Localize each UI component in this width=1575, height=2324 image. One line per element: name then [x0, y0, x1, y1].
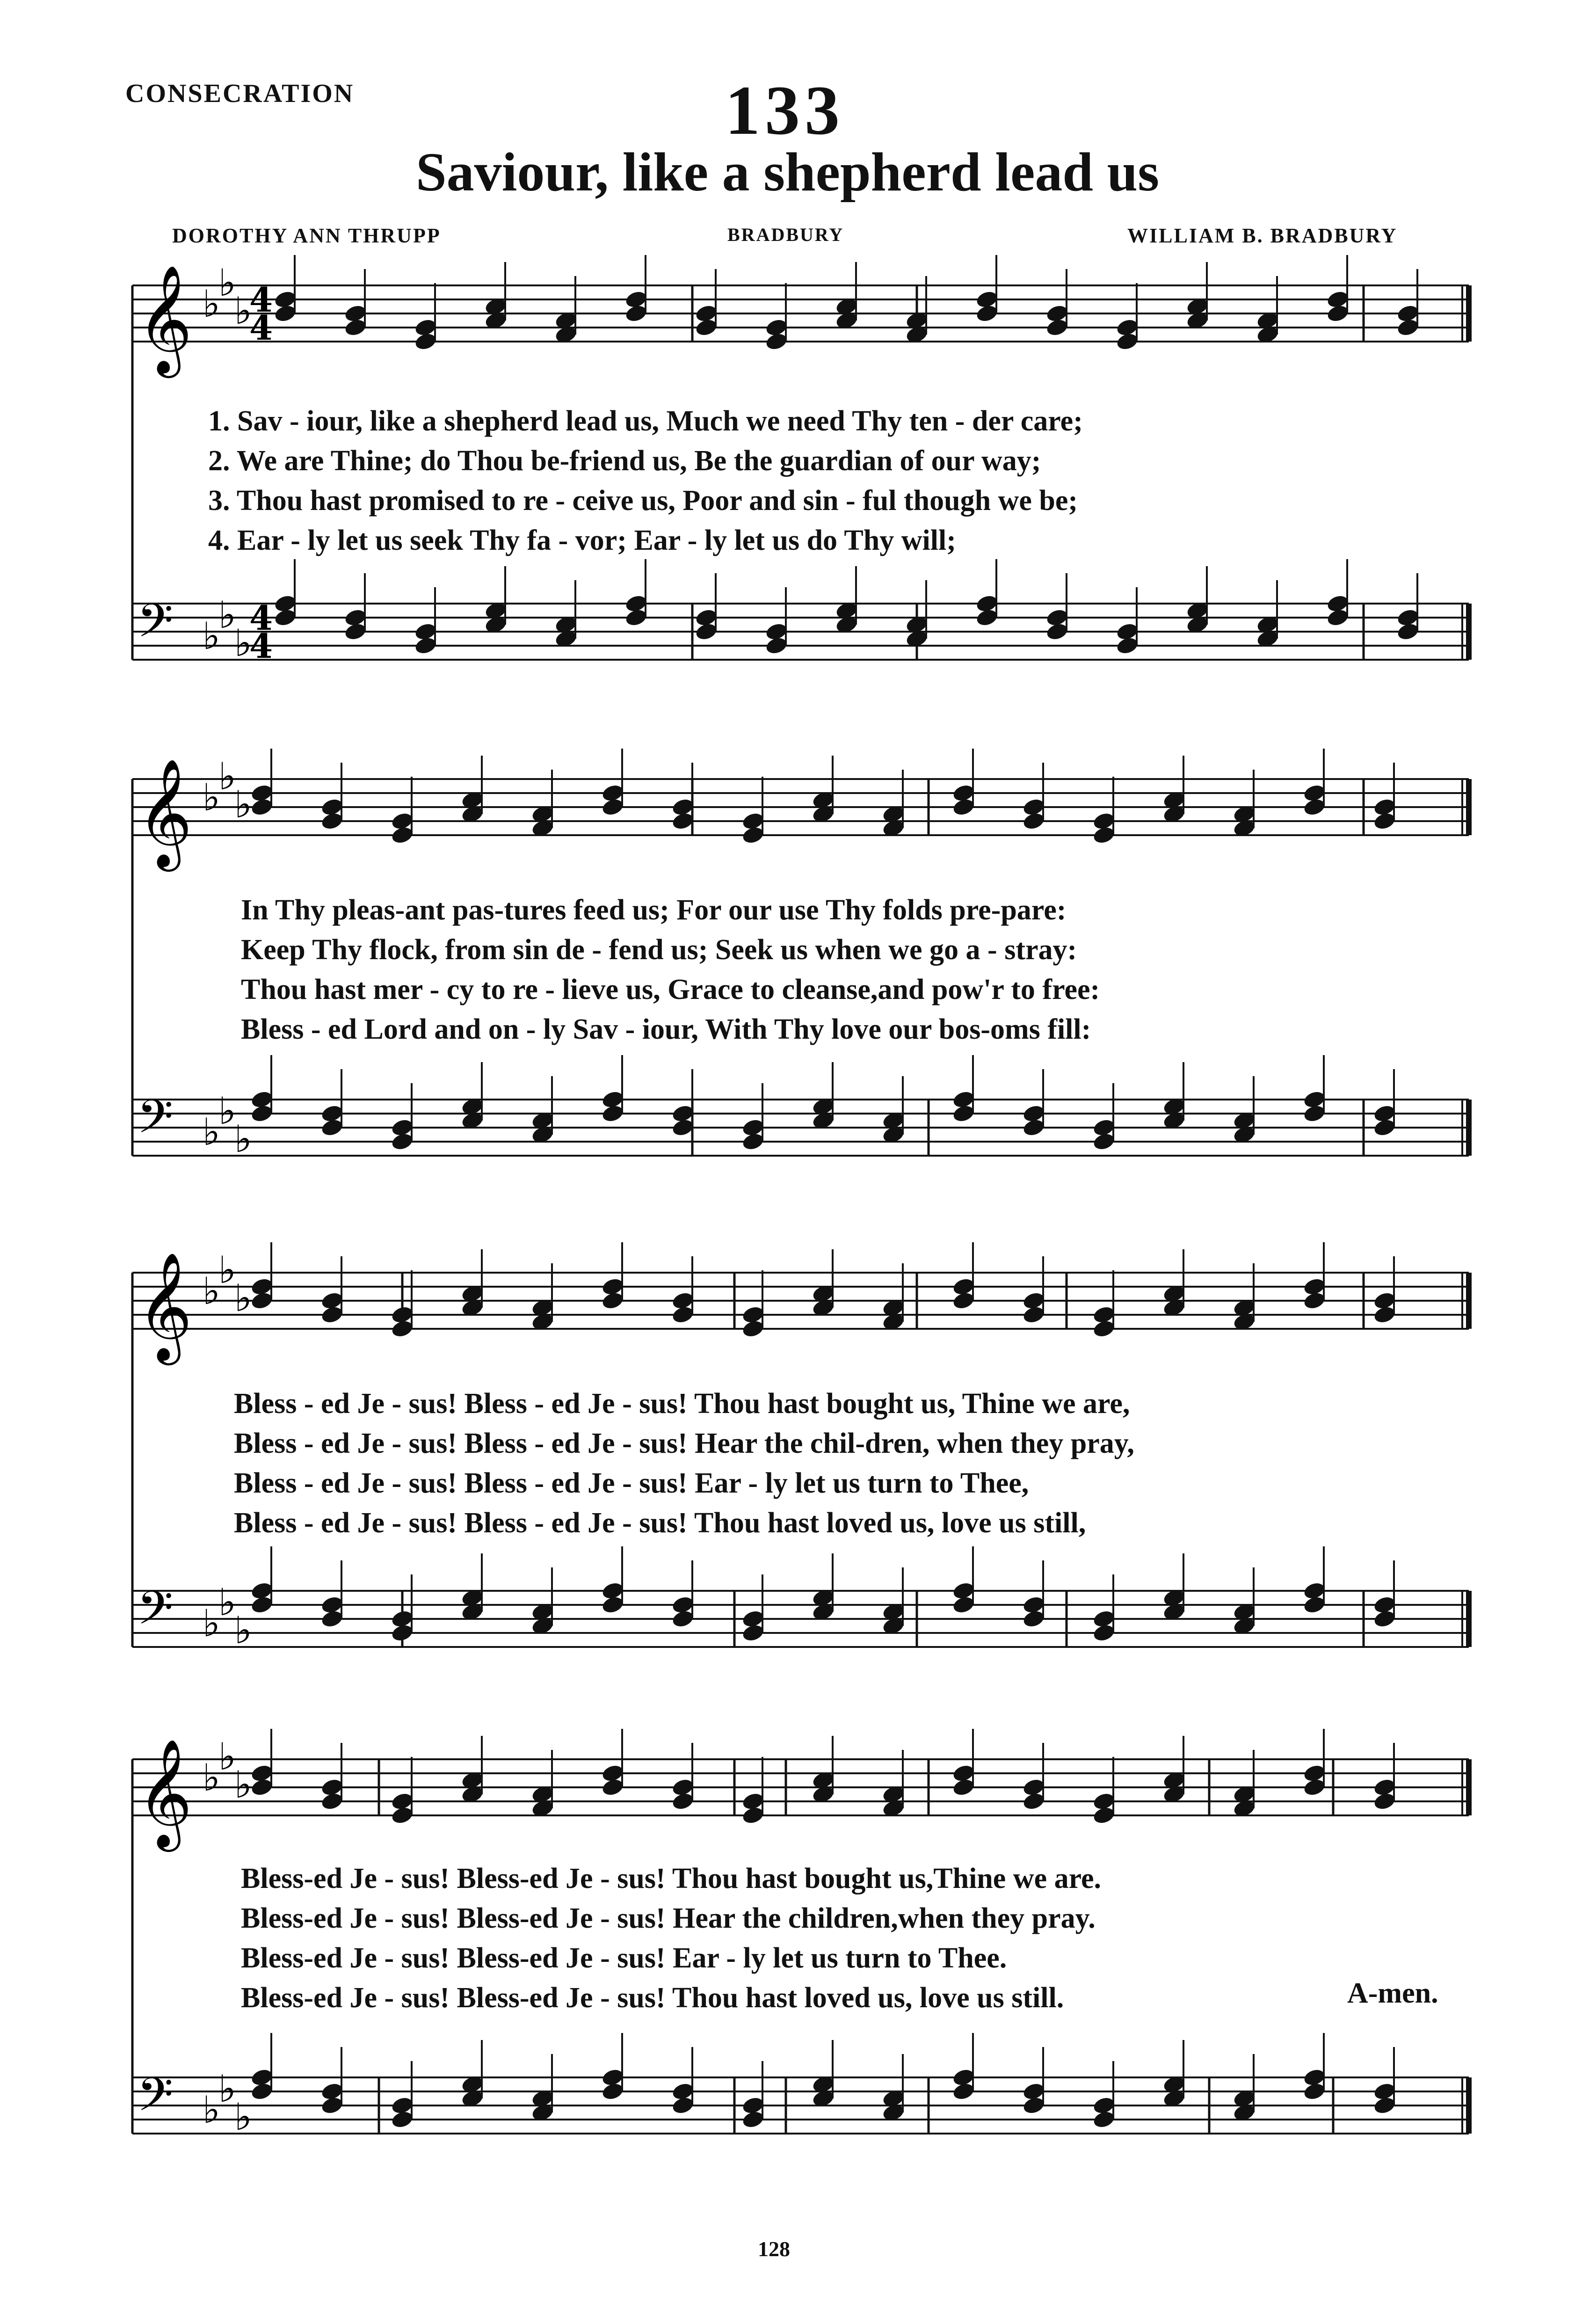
flat-icon: ♭: [203, 1756, 220, 1799]
treble-notes: [250, 749, 1397, 845]
category-heading: CONSECRATION: [125, 79, 355, 108]
time-signature: 4: [249, 626, 273, 666]
tune-name: BRADBURY: [727, 224, 844, 245]
bass-notes: [250, 1546, 1397, 1643]
flat-icon: ♭: [218, 2067, 236, 2111]
bass-clef-icon: 𝄢: [137, 594, 174, 659]
music-system-3: [0, 1217, 1575, 1712]
lyric-line: Bless-ed Je - sus! Bless-ed Je - sus! Thou hast bought us,Thine we are.: [241, 1863, 1102, 1894]
lyric-line: 3. Thou hast promised to re - ceive us, Poor and sin - ful though we be;: [208, 485, 1078, 517]
lyric-line: Bless - ed Je - sus! Bless - ed Je - sus! Thou hast bought us, Thine we are,: [234, 1388, 1130, 1420]
lyric-line: Bless - ed Lord and on - ly Sav - iour, With Thy love our bos-oms fill:: [241, 1013, 1091, 1045]
lyric-line: 2. We are Thine; do Thou be-friend us, Be the guardian of our way;: [208, 445, 1041, 477]
flat-icon: ♭: [203, 1602, 220, 1645]
page-number: 128: [758, 2237, 790, 2261]
lyric-line: Bless - ed Je - sus! Bless - ed Je - sus! Ear - ly let us turn to Thee,: [234, 1467, 1029, 1499]
flat-icon: ♭: [234, 289, 252, 333]
flat-icon: ♭: [203, 282, 220, 326]
treble-clef-icon: 𝄞: [137, 1252, 193, 1361]
flat-icon: ♭: [218, 1735, 236, 1778]
flat-icon: ♭: [234, 1609, 252, 1652]
amen-lyric: A-men.: [1347, 1977, 1438, 2009]
treble-clef-icon: 𝄞: [137, 1738, 193, 1847]
time-signature: 4: [249, 280, 273, 320]
hymn-number: 133: [725, 72, 844, 149]
music-system-2: [0, 723, 1575, 1221]
bass-clef-icon: 𝄢: [137, 1581, 174, 1646]
lyric-line: Bless - ed Je - sus! Bless - ed Je - sus! Hear the chil-dren, when they pray,: [234, 1428, 1134, 1459]
lyric-line: In Thy pleas-ant pas-tures feed us; For our use Thy folds pre-pare:: [241, 894, 1067, 926]
treble-clef-icon: 𝄞: [137, 758, 193, 867]
flat-icon: ♭: [234, 2095, 252, 2139]
flat-icon: ♭: [203, 2088, 220, 2132]
flat-icon: ♭: [234, 783, 252, 826]
bass-clef-icon: 𝄢: [137, 2068, 174, 2133]
lyric-line: Bless-ed Je - sus! Bless-ed Je - sus! Hear the children,when they pray.: [241, 1902, 1096, 1934]
lyric-line: Keep Thy flock, from sin de - fend us; Seek us when we go a - stray:: [241, 934, 1077, 966]
bass-notes: [273, 559, 1420, 656]
flat-icon: ♭: [218, 1581, 236, 1624]
treble-clef-icon: 𝄞: [137, 264, 193, 373]
flat-icon: ♭: [203, 776, 220, 819]
treble-notes: [250, 1242, 1397, 1339]
composer-credit: WILLIAM B. BRADBURY: [1127, 224, 1398, 247]
lyric-line: 1. Sav - iour, like a shepherd lead us, Much we need Thy ten - der care;: [208, 405, 1083, 437]
flat-icon: ♭: [218, 1089, 236, 1133]
lyric-line: Thou hast mer - cy to re - lieve us, Grace to cleanse,and pow'r to free:: [241, 974, 1100, 1005]
author-credit: DOROTHY ANN THRUPP: [172, 224, 441, 247]
lyric-line: Bless - ed Je - sus! Bless - ed Je - sus! Thou hast loved us, love us still,: [234, 1507, 1086, 1539]
treble-notes: [250, 1729, 1397, 1826]
hymn-title: Saviour, like a shepherd lead us: [415, 141, 1160, 203]
bass-notes: [250, 1055, 1397, 1152]
time-signature: 4: [249, 598, 273, 638]
lyric-line: Bless-ed Je - sus! Bless-ed Je - sus! Ear - ly let us turn to Thee.: [241, 1942, 1007, 1974]
flat-icon: ♭: [218, 261, 236, 305]
flat-icon: ♭: [203, 1110, 220, 1154]
bass-clef-icon: 𝄢: [137, 1090, 174, 1155]
flat-icon: ♭: [234, 621, 252, 665]
bass-notes: [250, 2033, 1397, 2130]
flat-icon: ♭: [234, 1763, 252, 1807]
flat-icon: ♭: [234, 1117, 252, 1161]
flat-icon: ♭: [234, 1276, 252, 1320]
flat-icon: ♭: [203, 614, 220, 658]
flat-icon: ♭: [218, 593, 236, 637]
treble-notes: [273, 255, 1420, 352]
flat-icon: ♭: [218, 1248, 236, 1292]
flat-icon: ♭: [218, 755, 236, 798]
flat-icon: ♭: [203, 1269, 220, 1313]
lyric-line: Bless-ed Je - sus! Bless-ed Je - sus! Thou hast loved us, love us still.: [241, 1982, 1064, 2014]
time-signature: 4: [249, 308, 273, 348]
lyric-line: 4. Ear - ly let us seek Thy fa - vor; Ear - ly let us do Thy will;: [208, 525, 956, 556]
